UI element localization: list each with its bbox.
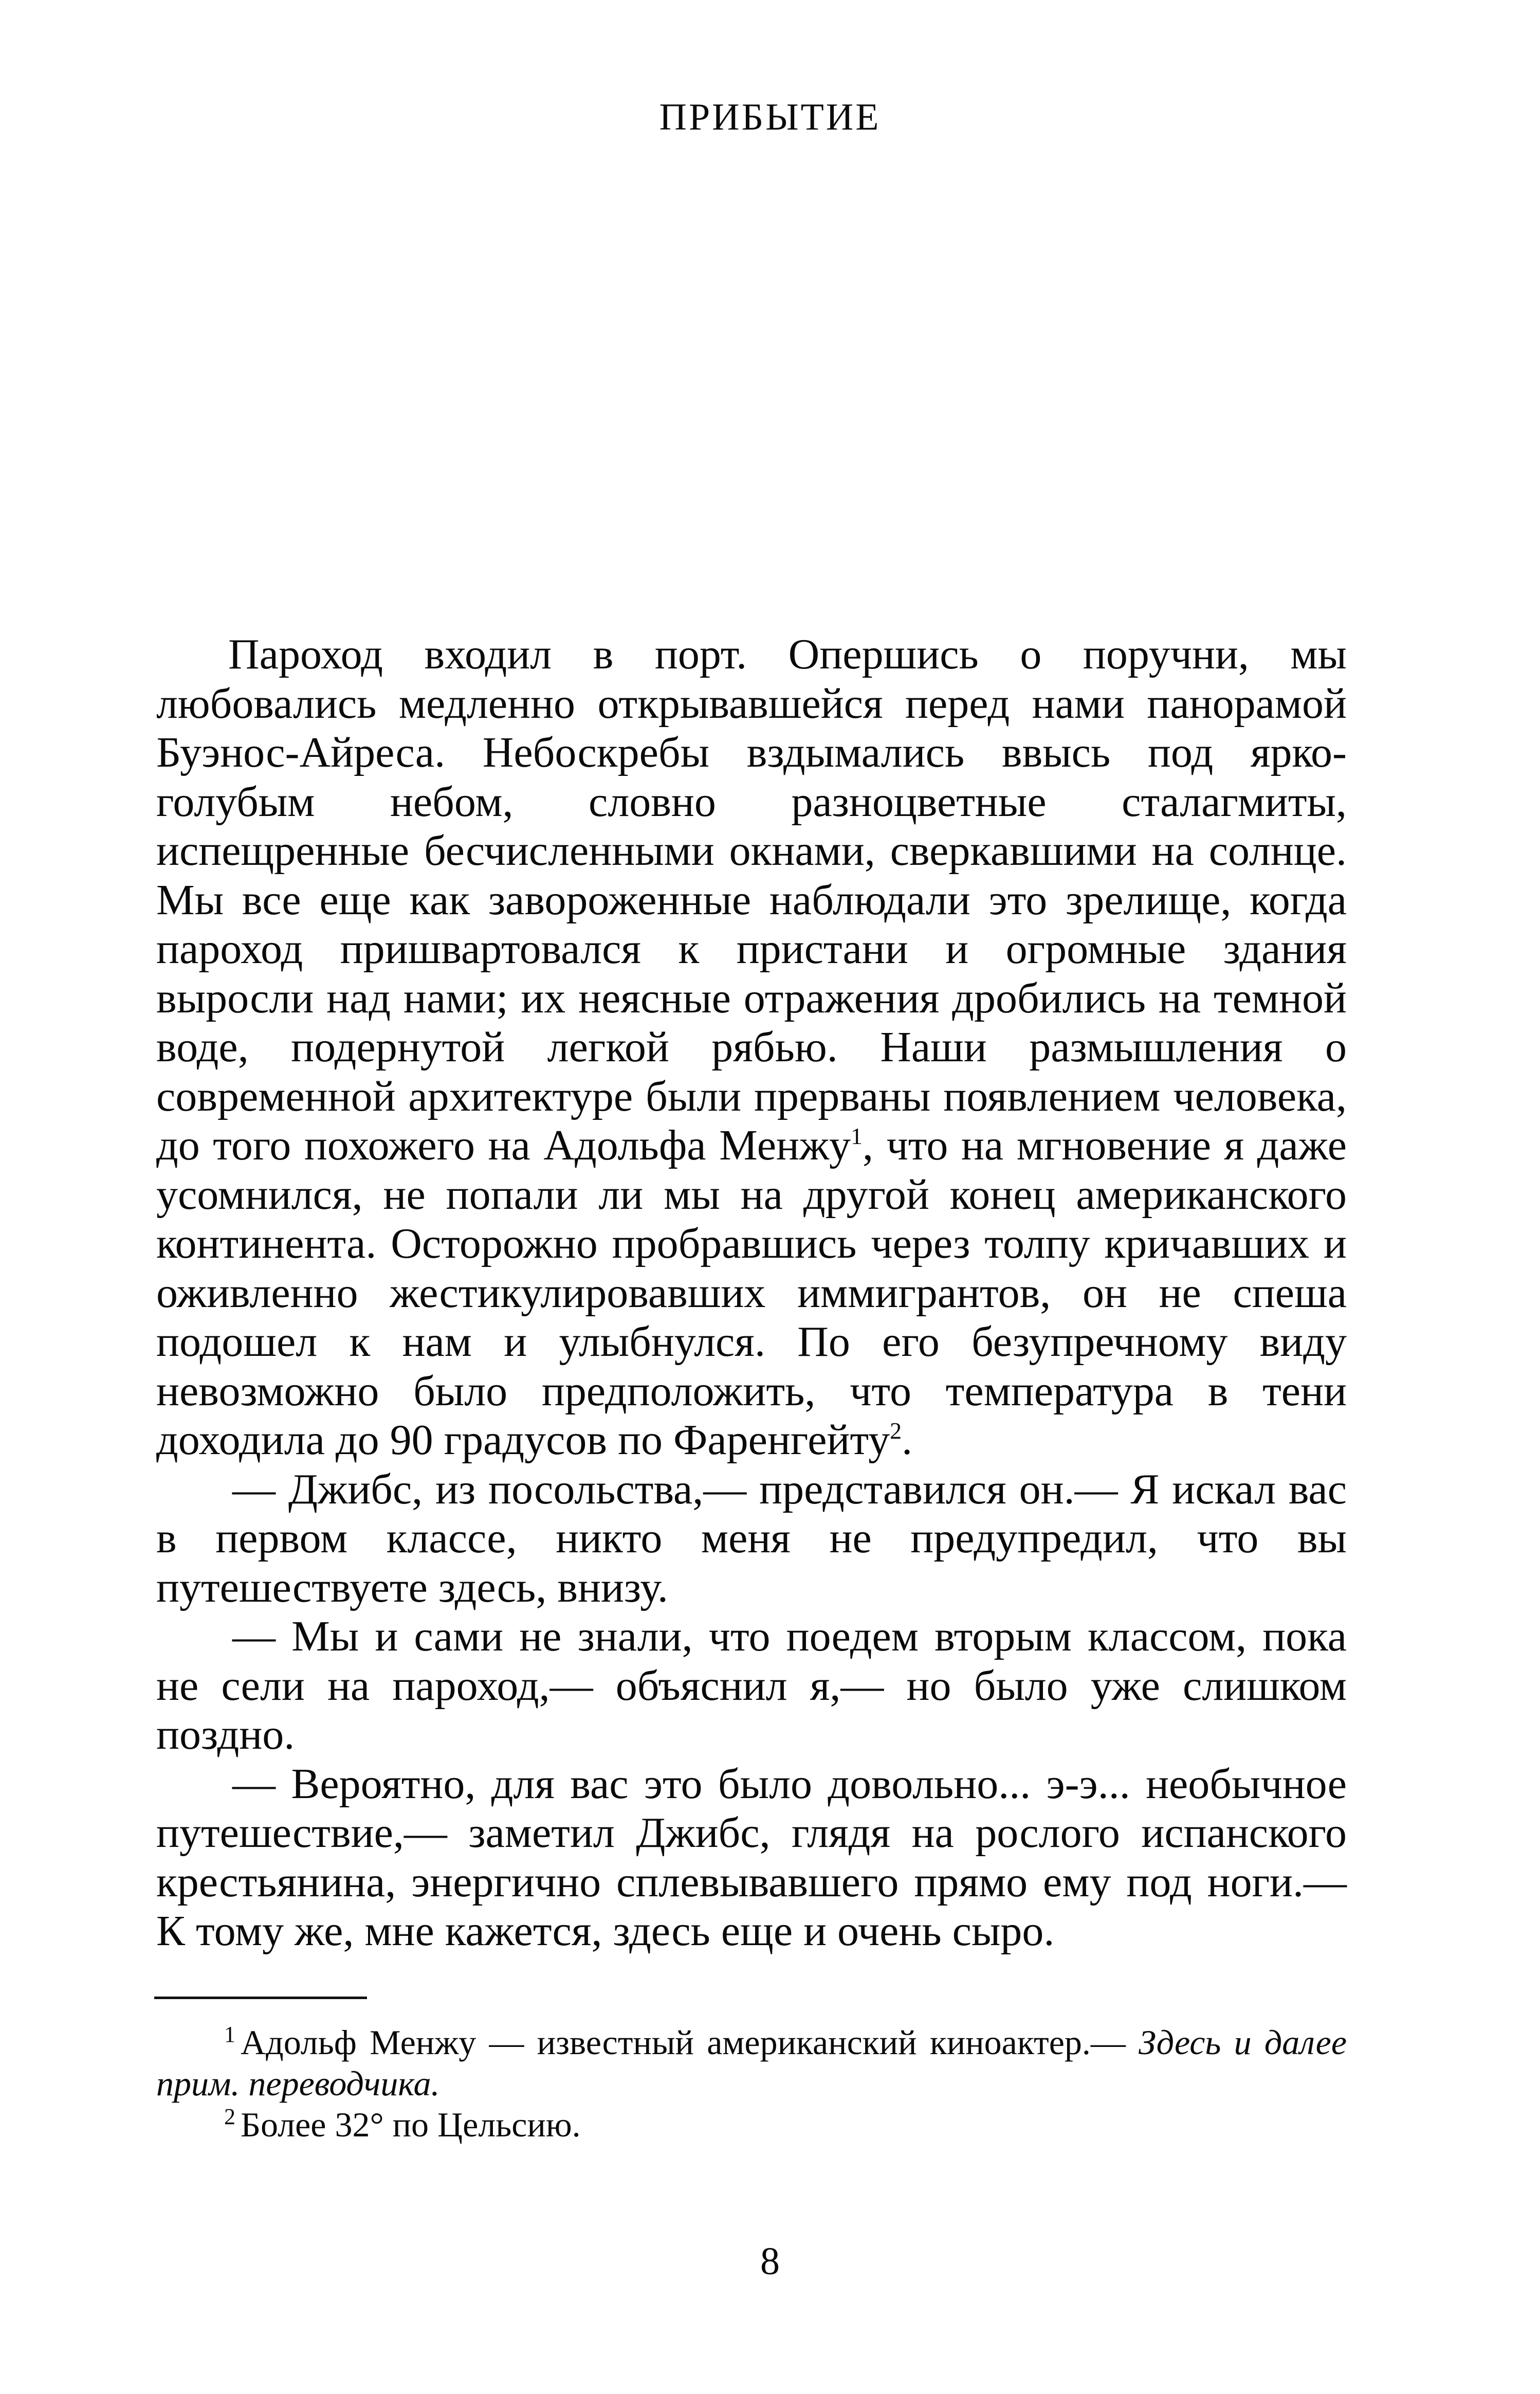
paragraph-1-part-2: , что на мгновение я даже усомнился, не попали ли мы на другой конец американского континента. Осторожно пробравшись через толпу кричавших и оживленно жестикулировавших иммигрантов, он не спеша подошел к нам и улыбнулся. По его безупречному виду невозможно было предположить, что температура в тени доходила до 90 градусов по Фаренгейту xyxy=(156,1121,1347,1464)
paragraph-1-part-1: Пароход входил в порт. Опершись о поручни, мы любовались медленно открывавшейся перед нами панорамой Буэнос-Айреса. Небоскребы вздымались ввысь под ярко-голубым небом, словно разноцветные сталагмиты, испещренные бесчисленными окнами, сверкавшими на солнце. Мы все еще как завороженные наблюдали это зрелище, когда пароход пришвартовался к пристани и огромные здания выросли над нами; их неясные отражения дробились на темной воде, подернутой легкой рябью. Наши размышления о современной архитектуре были прерваны появлением человека, до того похожего на Адольфа Менжу xyxy=(156,630,1347,1169)
footnote-1 xyxy=(156,2022,1347,2104)
paragraph-2: — Джибс, из посольства,— представился он.— Я искал вас в первом классе, никто меня не предупредил, что вы путешествуете здесь, внизу. xyxy=(156,1465,1347,1611)
footnote-2-text: Более 32° по Цельсию. xyxy=(241,2105,581,2144)
footnotes xyxy=(156,2022,1347,2145)
body-text xyxy=(156,630,1347,1956)
paragraph-4: — Вероятно, для вас это было довольно... э-э... необычное путешествие,— заметил Джибс, глядя на рослого испанского крестьянина, энергично сплевывавшего прямо ему под ноги.— К тому же, мне кажется, здесь еще и очень сыро. xyxy=(156,1760,1347,1955)
footnote-1-italic: Здесь и далее прим. переводчика. xyxy=(156,2023,1347,2103)
footnote-2 xyxy=(156,2104,1347,2145)
footnote-1-text: Адольф Менжу — известный американский киноактер.— xyxy=(241,2023,1139,2062)
chapter-title: ПРИБЫТИЕ xyxy=(659,96,881,138)
footnote-ref-1: 1 xyxy=(851,1123,863,1149)
footnote-1-number: 1 xyxy=(224,2022,235,2047)
paragraph-3: — Мы и сами не знали, что поедем вторым классом, пока не сели на пароход,— объяснил я,— но было уже слишком поздно. xyxy=(156,1612,1347,1758)
page-number: 8 xyxy=(760,2240,780,2283)
footnote-ref-2: 2 xyxy=(890,1418,902,1444)
footnote-separator xyxy=(154,1997,367,1999)
paragraph-1 xyxy=(156,630,1347,1465)
paragraph-1-part-3: . xyxy=(902,1416,913,1464)
footnote-2-number: 2 xyxy=(224,2104,235,2129)
